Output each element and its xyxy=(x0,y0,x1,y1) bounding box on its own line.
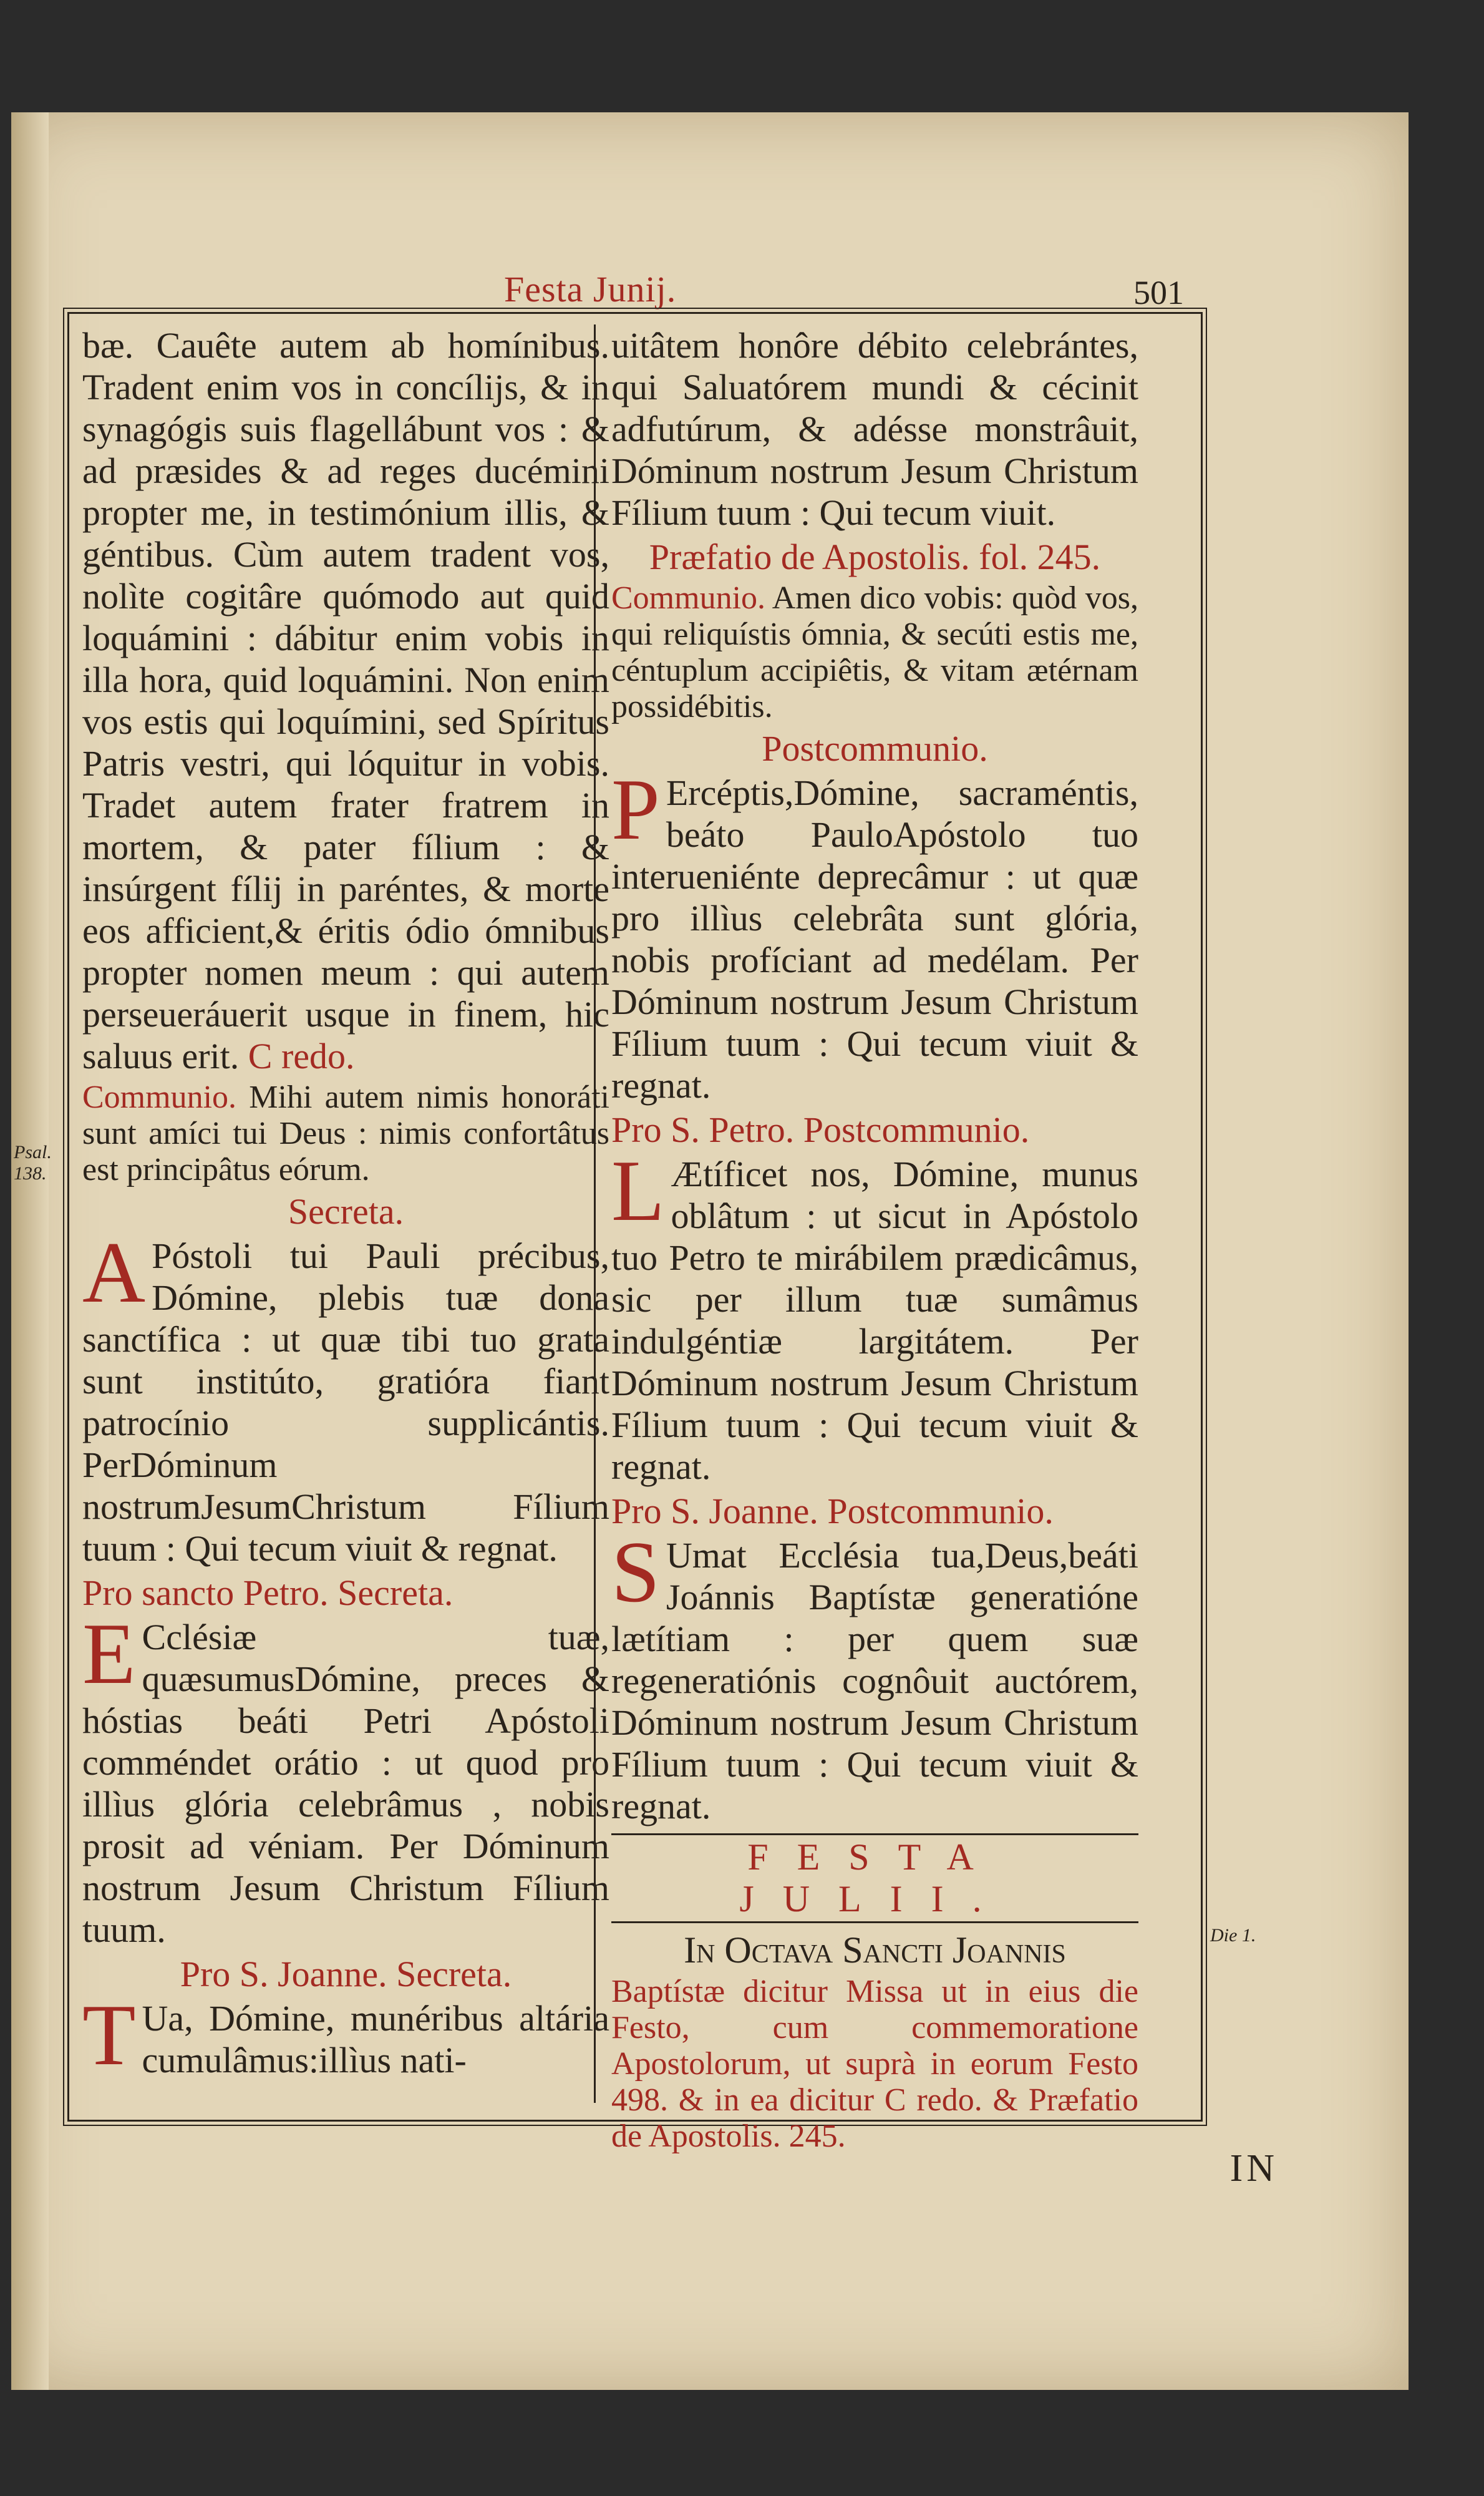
pro-petro-label: Pro sancto Petro. Secreta. xyxy=(82,1572,453,1613)
postcommunio-text: Ercéptis,Dómine, sacraméntis, beáto PauloApóstolo tuo interueniénte deprecâmur : ut quæ pro illìus celebrâta sunt glória, nobis profíciant ad medélam. Per Dóminum nostrum Jesum Christum Fílium tuum : Qui tecum viuit & regnat. xyxy=(611,773,1138,1106)
petro-secreta-text: Cclésiæ tuæ, quæsumusDómine, preces & hóstias beáti Petri Apóstoli comméndet orátio : ut quod pro illìus glória celebrâmus , nobis prosit ad véniam. Per Dóminum nostrum Jesum Christum Fílium tuum. xyxy=(82,1617,609,1950)
secreta-text: Póstoli tui Pauli précibus, Dómine, plebis tuæ dona sanctífica : ut quæ tibi tuo grata sunt institúto, gratióra fiant patrocínio supplicántis. PerDóminum nostrumJesumChristum Fílium tuum : Qui tecum viuit & regnat. xyxy=(82,1236,609,1569)
joanne-secreta-text: Ua, Dómine, munéribus altária cumulâmus:illìus nati- xyxy=(142,1998,609,2080)
octava-rubric: Baptístæ dicitur Missa ut in eius die Festo, cum commemoratione Apostolorum, ut suprà in eorum Festo 498. & in ea dicitur C redo. & Præfatio de Apostolis. 245. xyxy=(611,1974,1138,2154)
pro-joanne-label: Pro S. Joanne. Secreta. xyxy=(180,1954,512,1994)
secreta-block xyxy=(82,1224,609,1569)
gospel-paragraph: bæ. Cauête autem ab homínibus. Tradent enim vos in concílijs, & in synagógis suis flagellábunt vos : & ad præsides & ad reges ducémini propter me, in testimónium illis, & géntibus. Cùm autem tradent vos, nolìte cogitâre quómodo aut quid loquámini : dábitur enim vobis in illa hora, quid loquámini. Non enim vos estis qui loquímini, sed Spíritus Patris vestri, qui lóquitur in vobis. Tradet autem frater fratrem in mortem, & pater fílium : & insúrgent fílij in paréntes, & morte eos afficient,& éritis ódio ómnibus propter nomen meum : qui autem perseueráuerit usque in finem, hic saluus erit. xyxy=(82,325,609,1076)
octava-title: In Octava Sancti Joannis xyxy=(684,1929,1066,1971)
joanne-secreta-block xyxy=(82,1987,609,2084)
secreta-label: Secreta. xyxy=(288,1191,404,1232)
festa-julii-heading: FESTA JULII. xyxy=(611,1833,1138,1923)
pro-joanne-label: Pro S. Joanne. Postcommunio. xyxy=(611,1491,1054,1531)
pro-petro-label: Pro S. Petro. Postcommunio. xyxy=(611,1109,1030,1150)
margin-psalm-ref: Psal. 138. xyxy=(14,1142,52,1184)
initial-letter: E xyxy=(82,1606,136,1702)
petro-post-block xyxy=(611,1143,1138,1488)
initial-letter: A xyxy=(82,1224,146,1321)
petro-post-text: Ætíficet nos, Dómine, munus oblâtum : ut sicut in Apóstolo tuo Petro te mirábilem prædicâmus, sic per illum tuæ sumâmus indulgéntiæ largitátem. Per Dóminum nostrum Jesum Christum Fílium tuum : Qui tecum viuit & regnat. xyxy=(611,1154,1138,1487)
page-gutter xyxy=(11,112,49,2390)
left-column xyxy=(82,324,609,2103)
petro-secreta-block xyxy=(82,1606,609,1951)
catchword: IN xyxy=(1229,2147,1278,2190)
communio-label: Communio. xyxy=(611,580,766,616)
right-column xyxy=(611,324,1138,2154)
communio-text: Mihi autem nimis honoráti sunt amíci tui Deus : nimis confortâtus est principâtus eórum. xyxy=(82,1080,609,1187)
initial-letter: P xyxy=(611,761,660,858)
running-header xyxy=(67,268,1203,312)
credo-rubric: C redo. xyxy=(248,1036,355,1076)
initial-letter: L xyxy=(611,1143,665,1239)
margin-day-ref: Die 1. xyxy=(1210,1925,1256,1946)
praefatio-rubric: Præfatio de Apostolis. fol. 245. xyxy=(649,537,1101,577)
postcommunio-block xyxy=(611,761,1138,1106)
running-title: Festa Junij. xyxy=(504,269,677,310)
communio-block xyxy=(82,1080,609,1188)
joanne-post-block xyxy=(611,1524,1138,1827)
joanne-post-text: Umat Ecclésia tua,Deus,beáti Joánnis Baptístæ generatióne lætítiam : per quem suæ regeneratiónis cognôuit auctórem, Dóminum nostrum Jesum Christum Fílium tuum : Qui tecum viuit & regnat. xyxy=(611,1535,1138,1826)
initial-letter: T xyxy=(82,1987,136,2084)
page-number: 501 xyxy=(1133,274,1184,311)
communio-block xyxy=(611,580,1138,725)
gospel-text xyxy=(82,324,609,1077)
right-opening-text: uitâtem honôre débito celebrántes, qui Saluatórem mundi & cécinit adfutúrum, & adésse monstrâuit, Dóminum nostrum Jesum Christum Fílium tuum : Qui tecum viuit. xyxy=(611,325,1138,533)
communio-label: Communio. xyxy=(82,1080,237,1115)
postcommunio-label: Postcommunio. xyxy=(762,728,988,769)
communio-text: Amen dico vobis: quòd vos, qui reliquístis ómnia, & secúti estis me, céntuplum accipiêtis, & vitam ætérnam possidébitis. xyxy=(611,580,1138,724)
initial-letter: S xyxy=(611,1524,660,1621)
